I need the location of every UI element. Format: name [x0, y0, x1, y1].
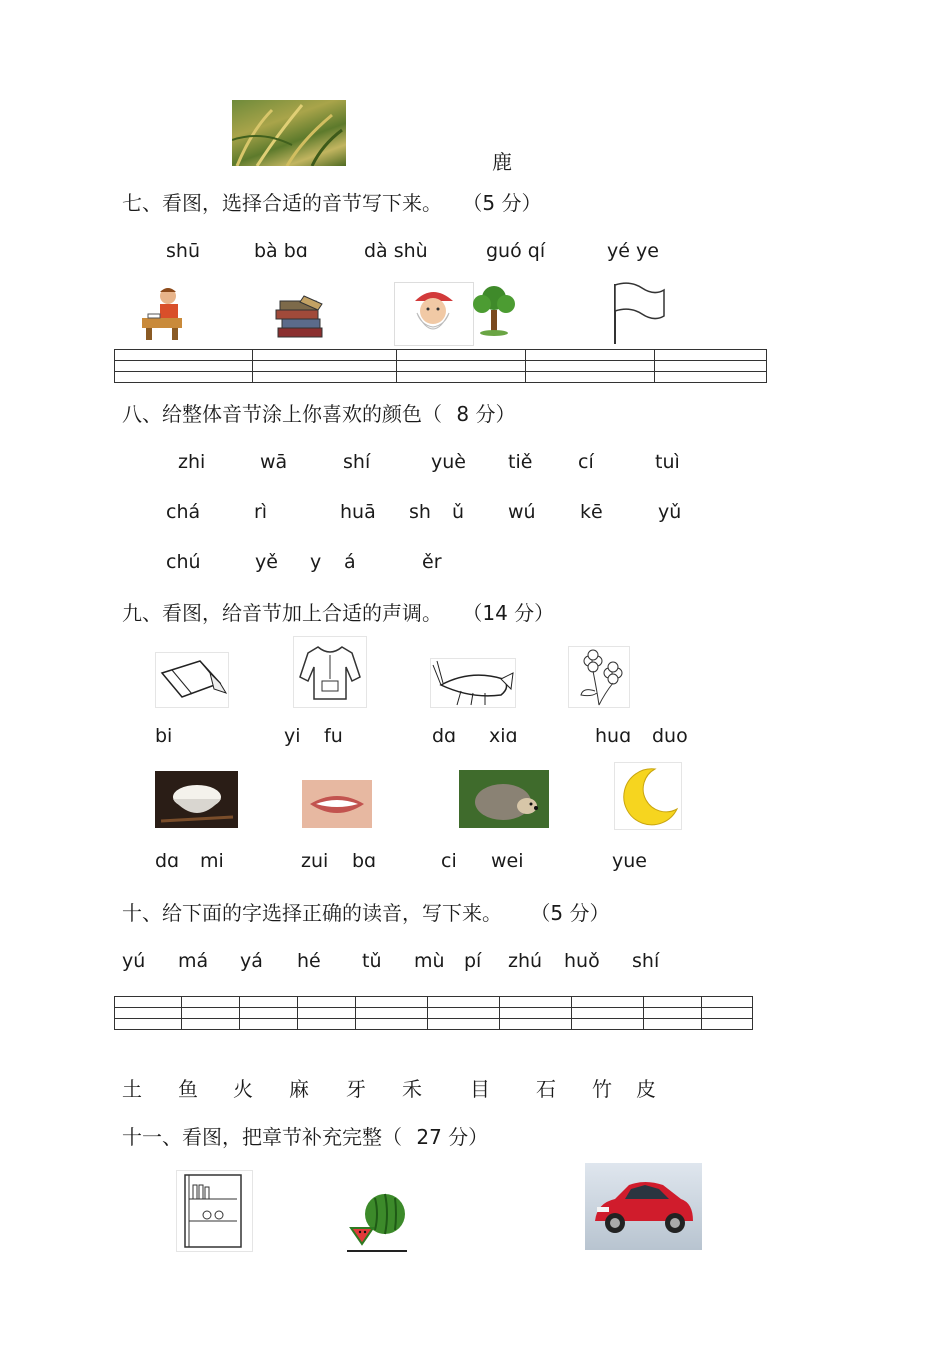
whole-syllable[interactable]: chá: [166, 501, 201, 523]
syllable-ba: bɑ: [352, 850, 377, 872]
rice-bowl-photo: [155, 771, 238, 828]
flag-picture: [612, 282, 668, 344]
section9-heading: [122, 597, 554, 626]
syllable-xia: xiɑ: [489, 725, 518, 747]
section11-heading: [122, 1121, 488, 1150]
whole-syllable[interactable]: huā: [340, 501, 376, 523]
character: 牙: [346, 1077, 366, 1101]
reading-option: huǒ: [564, 950, 600, 972]
character: 火: [233, 1077, 253, 1101]
pencil-picture: [155, 652, 229, 708]
syllable-shu: shū: [166, 240, 200, 262]
moon-picture: [614, 762, 682, 830]
section7-score: （5 分）: [462, 191, 542, 215]
shrimp-picture: [430, 658, 516, 708]
section7-title: 七、看图，选择合适的音节写下来。: [122, 191, 442, 215]
watermelon-picture: [347, 1186, 407, 1252]
reading-option: hé: [297, 950, 321, 972]
syllable-bi: bi: [155, 725, 173, 747]
hedgehog-photo: [459, 770, 549, 828]
syllable-wei: wei: [491, 850, 524, 872]
whole-syllable[interactable]: cí: [578, 451, 594, 473]
section7-heading: [122, 187, 541, 216]
whole-syllable[interactable]: wú: [508, 501, 536, 523]
section8-score: 8 分）: [456, 402, 516, 426]
syllable-mi: mi: [200, 850, 224, 872]
tree-picture: [470, 282, 518, 336]
reading-option: yá: [240, 950, 263, 972]
whole-syllable[interactable]: y: [310, 551, 322, 573]
whole-syllable[interactable]: shí: [343, 451, 371, 473]
section10-score: （5 分）: [530, 901, 610, 925]
section7-writing-grid[interactable]: [114, 349, 767, 383]
grandpa-face-picture: [394, 282, 474, 346]
syllable-ci: ci: [441, 850, 457, 872]
teacher-at-desk-picture: [138, 284, 190, 342]
syllable-fu: fu: [324, 725, 343, 747]
syllable-da: dɑ: [432, 725, 457, 747]
character: 土: [122, 1077, 142, 1101]
section8-title: 八、给整体音节涂上你喜欢的颜色（: [122, 402, 442, 426]
whole-syllable[interactable]: tiě: [508, 451, 533, 473]
section8-heading: [122, 398, 515, 427]
section10-heading: [122, 897, 609, 926]
section10-writing-grid[interactable]: [114, 996, 753, 1030]
flower-picture: [568, 646, 630, 708]
section9-title: 九、看图，给音节加上合适的声调。: [122, 601, 442, 625]
syllable-hua: huɑ: [595, 725, 632, 747]
syllable-guoqi: guó qí: [486, 240, 546, 262]
syllable-yeye: yé ye: [607, 240, 659, 262]
whole-syllable[interactable]: ǔ: [452, 501, 465, 523]
whole-syllable[interactable]: kē: [580, 501, 603, 523]
whole-syllable[interactable]: zhi: [178, 451, 206, 473]
reading-option: shí: [632, 950, 660, 972]
whole-syllable[interactable]: wā: [260, 451, 288, 473]
character: 皮: [636, 1077, 656, 1101]
character: 禾: [402, 1077, 422, 1101]
character: 石: [536, 1077, 556, 1101]
syllable-yue: yue: [612, 850, 647, 872]
reading-option: pí: [464, 950, 482, 972]
syllable-dashu: dà shù: [364, 240, 428, 262]
character: 竹: [592, 1077, 612, 1101]
reading-option: yú: [122, 950, 146, 972]
character: 麻: [289, 1077, 309, 1101]
whole-syllable[interactable]: sh: [409, 501, 431, 523]
book-stack-picture: [274, 294, 326, 340]
whole-syllable[interactable]: chú: [166, 551, 201, 573]
syllable-zui: zui: [301, 850, 329, 872]
whole-syllable[interactable]: yǔ: [658, 501, 682, 523]
syllable-yi: yi: [284, 725, 301, 747]
syllable-baba: bà bɑ: [254, 240, 308, 262]
reading-option: tǔ: [362, 950, 382, 972]
deer-label: 鹿: [492, 150, 512, 174]
syllable-duo: duo: [652, 725, 688, 747]
whole-syllable[interactable]: tuì: [655, 451, 680, 473]
red-car-photo: [585, 1163, 702, 1250]
whole-syllable[interactable]: yuè: [431, 451, 466, 473]
section10-title: 十、给下面的字选择正确的读音，写下来。: [122, 901, 502, 925]
rice-plant-photo: [232, 100, 346, 166]
section11-title: 十一、看图，把章节补充完整（: [122, 1125, 402, 1149]
mouth-photo: [302, 780, 372, 828]
section9-score: （14 分）: [462, 601, 555, 625]
character: 目: [470, 1077, 490, 1101]
whole-syllable[interactable]: ěr: [422, 551, 442, 573]
clothes-picture: [293, 636, 367, 708]
whole-syllable[interactable]: rì: [254, 501, 268, 523]
section11-score: 27 分）: [416, 1125, 489, 1149]
reading-option: zhú: [508, 950, 543, 972]
character: 鱼: [178, 1077, 198, 1101]
whole-syllable[interactable]: á: [344, 551, 356, 573]
reading-option: mù: [414, 950, 445, 972]
syllable-da: dɑ: [155, 850, 180, 872]
reading-option: má: [178, 950, 209, 972]
bookcase-picture: [176, 1170, 253, 1252]
whole-syllable[interactable]: yě: [255, 551, 278, 573]
